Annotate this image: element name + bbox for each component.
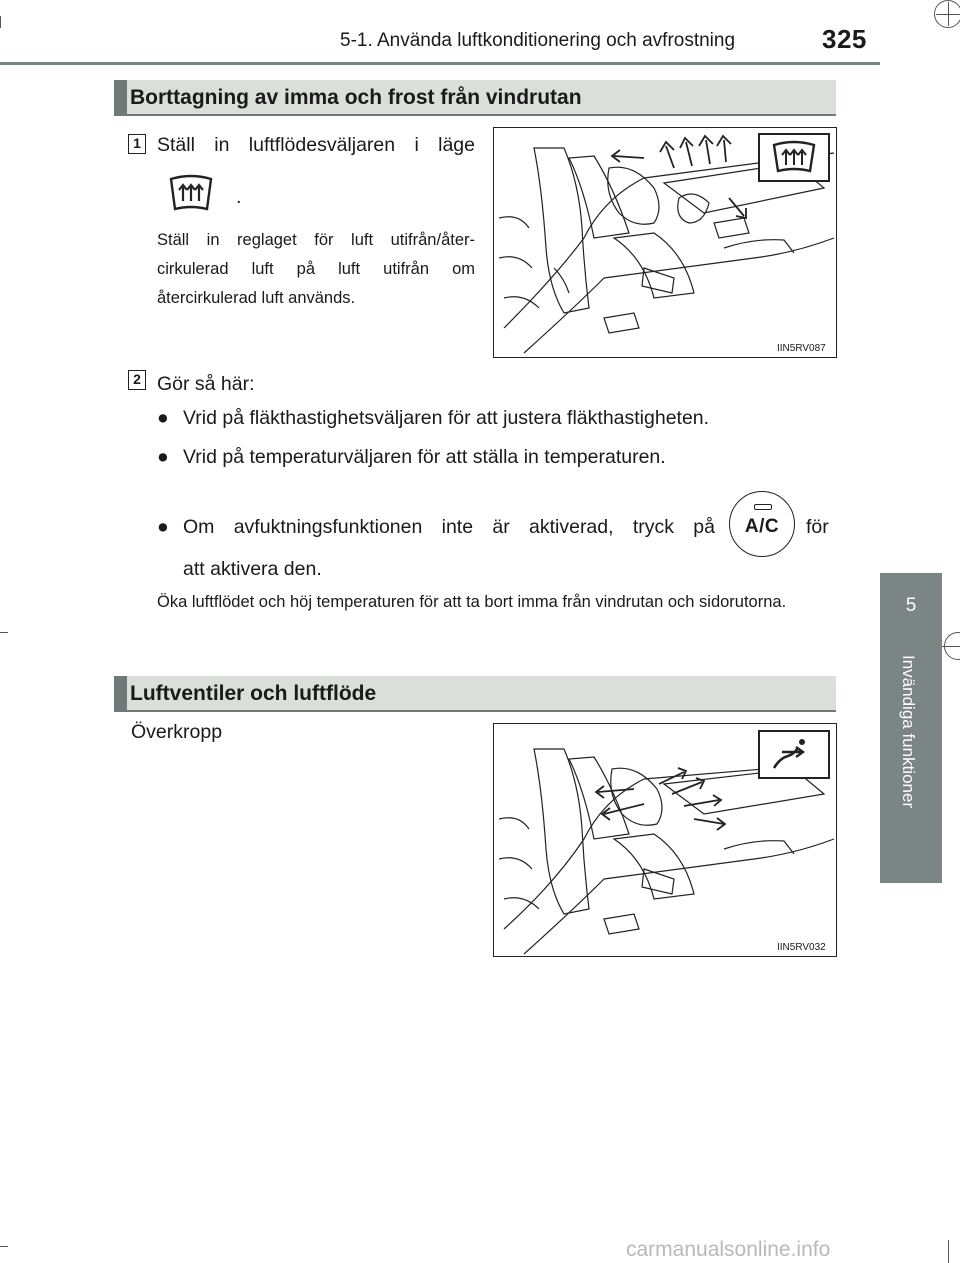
illustration-defrost-airflow [493, 127, 837, 358]
ac-indicator-light [754, 504, 772, 510]
illustration-code: IIN5RV032 [777, 942, 826, 953]
side-tab-label: Invändiga funktioner [899, 655, 918, 809]
step-text: Gör så här: [157, 373, 255, 395]
bullet-text-after: för [806, 516, 829, 538]
section-heading [114, 676, 836, 712]
section-heading-label: Luftventiler och luftflöde [130, 682, 377, 705]
step-note: Ställ in reglaget för luft utifrån/åter-cirkulerad luft på luft utifrån om återcirkulerad luft används. [157, 231, 475, 307]
crop-mark [0, 16, 1, 28]
section-heading [114, 80, 836, 116]
watermark: carmanualsonline.info [626, 1238, 831, 1261]
step-number-box: 1 [128, 134, 146, 154]
bullet-text: Vrid på temperaturväljaren för att ställa in temperaturen. [183, 446, 666, 468]
crop-mark [0, 632, 8, 633]
illustration-code: IIN5RV087 [777, 343, 826, 354]
ac-button-icon [729, 491, 795, 557]
registration-mark [944, 632, 960, 660]
section-heading-stripe [114, 676, 127, 710]
chapter-title: 5-1. Använda luftkonditionering och avfrostning [340, 30, 736, 51]
side-tab-number: 5 [905, 595, 917, 616]
registration-mark [934, 0, 960, 28]
subheading: Överkropp [131, 721, 223, 743]
section-heading-stripe [114, 80, 127, 114]
bullet-text: Om avfuktningsfunktionen inte är aktiverad, tryck på [183, 516, 715, 538]
crop-mark [948, 1240, 949, 1263]
bullet-item [157, 516, 717, 539]
icon-suffix: . [236, 186, 242, 208]
header-rule [0, 62, 880, 65]
step-text: Ställ in luftflödesväljaren i läge [157, 134, 475, 156]
windshield-defroster-icon [758, 133, 830, 182]
step-note: Öka luftflödet och höj temperaturen för att ta bort imma från vindrutan och sidorutorna. [157, 593, 787, 611]
page-number: 325 [822, 24, 867, 54]
step-number-box: 2 [128, 370, 146, 390]
windshield-defroster-icon [168, 173, 214, 215]
bullet-item [157, 407, 709, 430]
section-heading-label: Borttagning av imma och frost från vindrutan [130, 86, 582, 109]
bullet-item [157, 446, 666, 469]
illustration-face-airflow [493, 723, 837, 957]
face-airflow-icon [758, 730, 830, 779]
bullet-text: Vrid på fläkthastighetsväljaren för att justera fläkthastigheten. [183, 407, 710, 429]
ac-button-label: A/C [744, 516, 780, 537]
bullet-continuation: att aktivera den. [183, 558, 322, 580]
chapter-side-tab [880, 573, 942, 883]
crop-mark [0, 1246, 8, 1247]
